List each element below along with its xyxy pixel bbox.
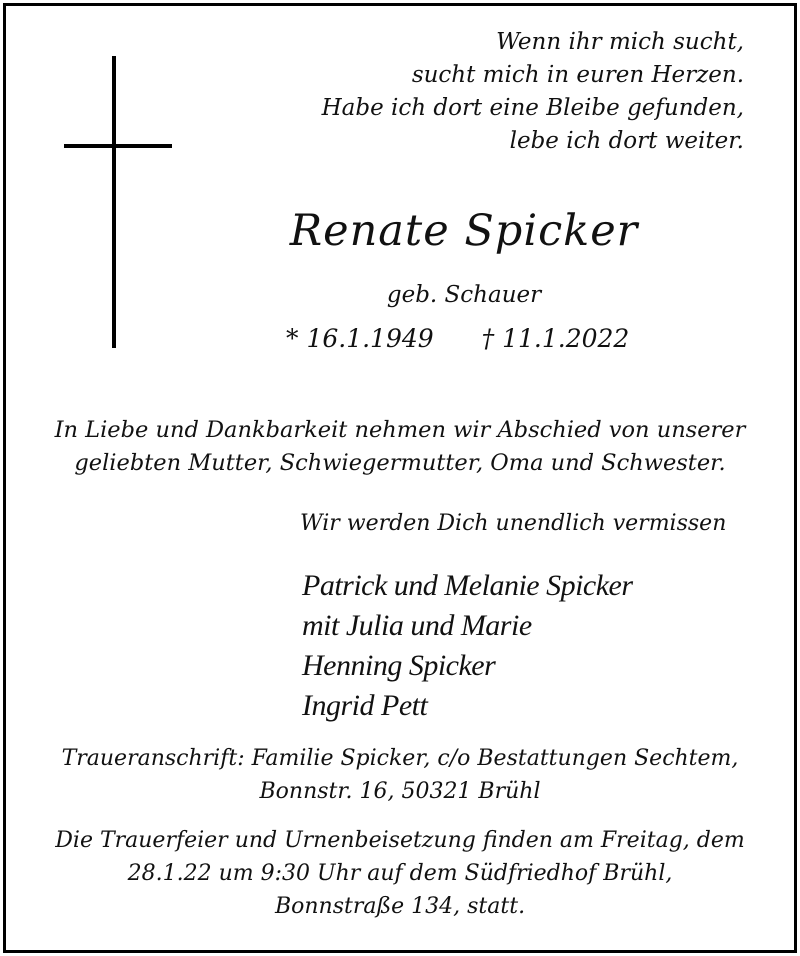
poem-line: sucht mich in euren Herzen. (411, 62, 744, 88)
miss-text: Wir werden Dich unendlich vermissen (300, 511, 727, 536)
mourning-address (6, 742, 794, 808)
poem (322, 26, 744, 158)
farewell-text (6, 414, 794, 480)
service-line: 28.1.22 um 9:30 Uhr auf dem Südfriedhof Brühl, (127, 861, 673, 886)
family-member: mit Julia und Marie (302, 609, 532, 642)
life-dates (286, 324, 629, 353)
birth-date: * 16.1.1949 (286, 324, 434, 353)
farewell-line: In Liebe und Dankbarkeit nehmen wir Abschied von unserer (54, 417, 746, 443)
family-member: Ingrid Pett (302, 689, 428, 722)
address-line: Bonnstr. 16, 50321 Brühl (259, 779, 541, 804)
cross-horizontal-bar (64, 144, 172, 148)
service-line: Die Trauerfeier und Urnenbeisetzung finden am Freitag, dem (55, 828, 745, 853)
birth-name: geb. Schauer (386, 282, 542, 308)
service-line: Bonnstraße 134, statt. (274, 894, 526, 919)
obituary-frame (3, 3, 797, 953)
death-date: † 11.1.2022 (481, 324, 630, 353)
poem-line: Habe ich dort eine Bleibe gefunden, (321, 95, 744, 121)
poem-line: lebe ich dort weiter. (509, 128, 744, 154)
service-info (6, 824, 794, 923)
family-list (302, 566, 633, 726)
deceased-name: Renate Spicker (289, 206, 639, 256)
farewell-line: geliebten Mutter, Schwiegermutter, Oma und Schwester. (74, 450, 726, 476)
family-member: Patrick und Melanie Spicker (302, 569, 633, 602)
address-line: Traueranschrift: Familie Spicker, c/o Bestattungen Sechtem, (61, 746, 739, 771)
family-member: Henning Spicker (302, 649, 496, 682)
poem-line: Wenn ihr mich sucht, (496, 29, 744, 55)
